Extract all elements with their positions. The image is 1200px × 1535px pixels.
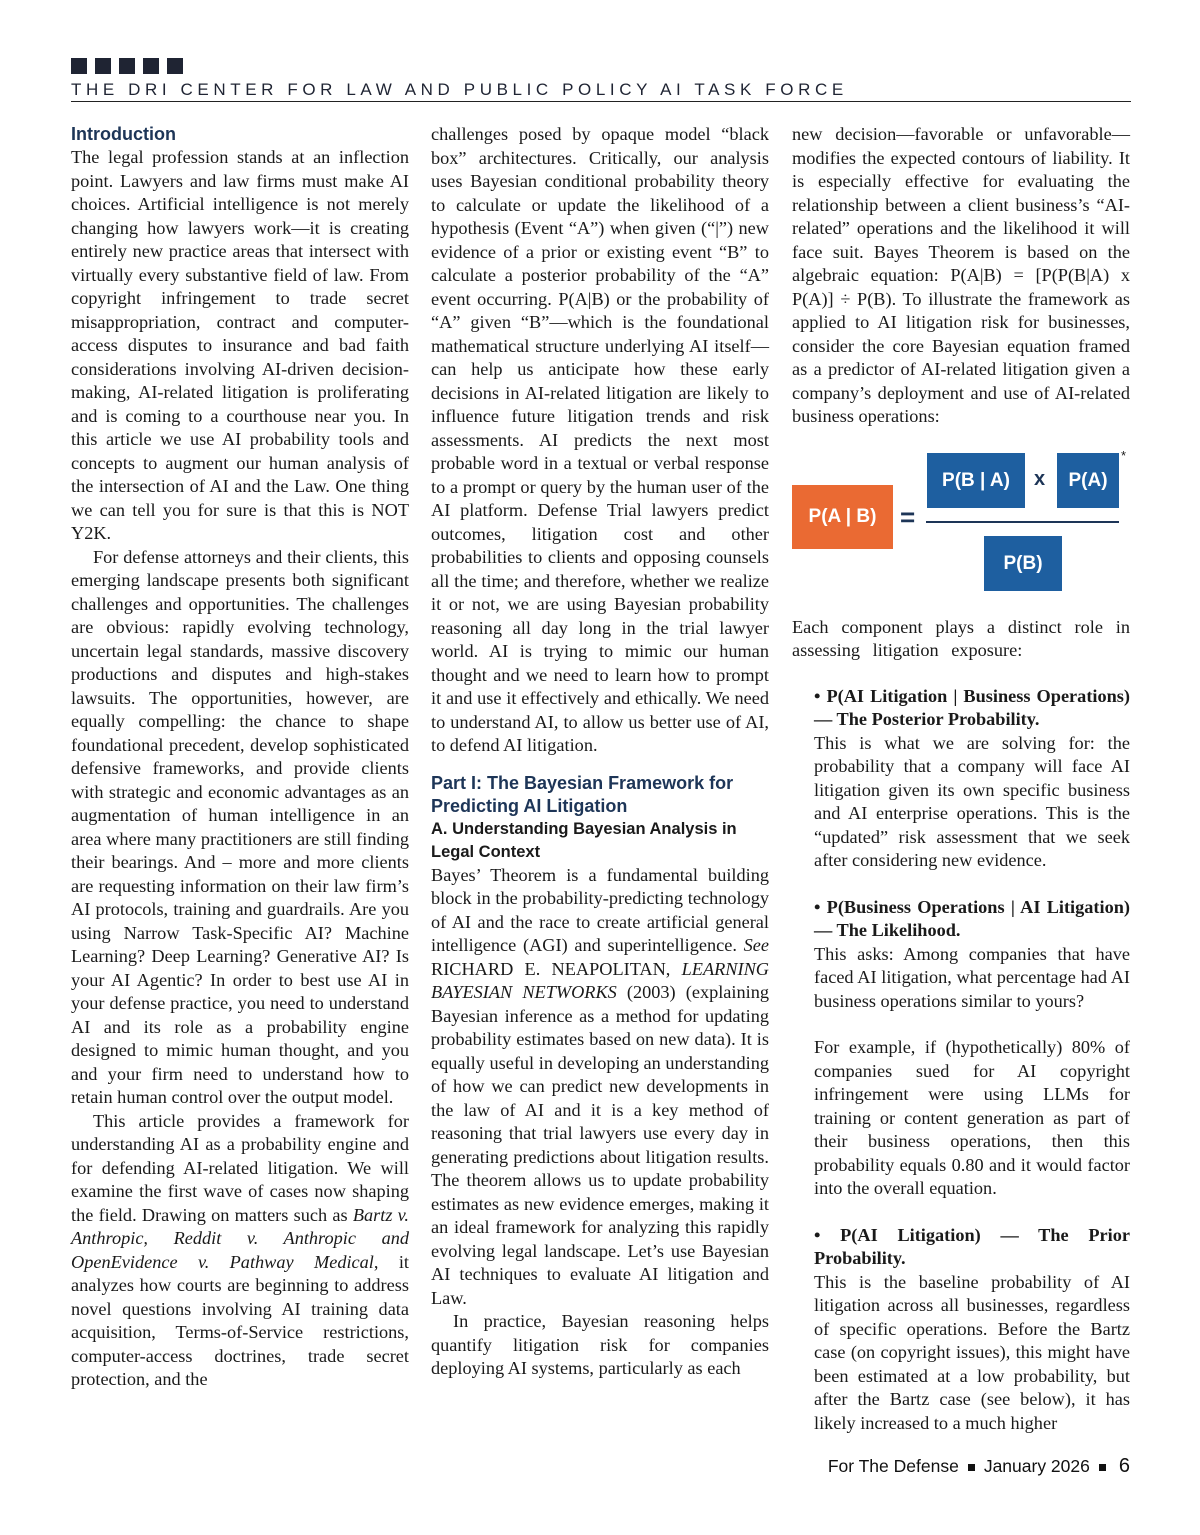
sub-heading: A. Understanding Bayesian Analysis in Legal Context xyxy=(431,819,737,861)
bullet-title: • P(AI Litigation) — The Prior Probability. xyxy=(814,1224,1130,1268)
square-icon xyxy=(71,58,87,74)
prior-box: P(A) xyxy=(1057,453,1119,508)
page-footer xyxy=(828,1455,1130,1478)
paragraph: In practice, Bayesian reasoning helps quantify litigation risk for companies deploying AI systems, particularly as each xyxy=(431,1311,769,1378)
text: This article provides a framework for understanding AI as a probability engine and for defending AI-related litigation. We will examine the first wave of cases now shaping the field. Drawing on matters such as xyxy=(71,1110,409,1225)
publication-name: For The Defense xyxy=(827,1456,959,1476)
bullet-text: This is what we are solving for: the probability that a company will face AI litigation given its own specific business and AI enterprise operations. This is the “updated” risk assessment that we seek after considering new evidence. xyxy=(814,732,1130,870)
header-rule xyxy=(71,101,1131,102)
square-icon xyxy=(95,58,111,74)
paragraph: new decision—favorable or unfavorable—modifies the expected contours of liability. It is especially effective for evaluating the relationship between a client business’s “AI-related” operations and the likelihood it will face suit. Bayes Theorem is based on the algebraic equation: P(A|B) = [P(P(B|A) x P(A)] ÷ P(B). To illustrate the framework as applied to AI litigation risk for businesses, consider the core Bayesian equation framed as a predictor of AI-related litigation given a company’s deployment and use of AI-related business operations: xyxy=(792,124,1130,426)
times-sign: x xyxy=(1034,468,1046,490)
case-names: Bartz v. Anthropic, Reddit v. Anthropic and OpenEvidence v. Pathway Medical xyxy=(71,1204,409,1272)
bullet-text: This asks: Among companies that have faced AI litigation, what percentage had AI business operations similar to yours? xyxy=(814,943,1130,1011)
paragraph xyxy=(71,1110,409,1392)
text: , it analyzes how courts are beginning to address novel questions involving AI training data acquisition, Terms-of-Service restrictions, computer-access doctrines, trade secret protection, and the xyxy=(71,1251,409,1389)
header-squares xyxy=(71,58,191,74)
see-signal: See xyxy=(743,935,769,955)
column-3 xyxy=(792,123,1130,1435)
bayes-formula xyxy=(792,448,1132,597)
evidence-box: P(B) xyxy=(984,536,1062,591)
square-icon xyxy=(167,58,183,74)
page-number: 6 xyxy=(1118,1455,1130,1477)
paragraph xyxy=(431,864,769,1311)
part-heading: Part I: The Bayesian Framework for Predicting AI Litigation xyxy=(431,772,734,816)
bullet-posterior xyxy=(814,685,1130,1436)
paragraph: Each component plays a distinct role in assessing litigation exposure: xyxy=(792,616,1130,660)
section-heading: Introduction xyxy=(71,124,176,144)
text: Bayes’ Theorem is a fundamental building block in the probability-predicting technology of AI and the race to create artificial general intelligence (AGI) and superintelligence. xyxy=(431,864,769,955)
book-title: LEARNING BAYESIAN NETWORKS xyxy=(431,958,769,1002)
fraction-line xyxy=(926,521,1119,523)
masthead: THE DRI CENTER FOR LAW AND PUBLIC POLICY AI TASK FORCE xyxy=(71,80,848,99)
text: (2003) (explaining Bayesian inference as a method for updating probability estimates based on new data). It is equally useful in developing an understanding of how we can predict new developments in the law of AI and it is a key method of reasoning that trial lawyers use every day in generating predictions about litigation results. The theorem allows us to update probability estimates as new evidence emerges, making it an ideal framework for analyzing this rapidly evolving legal landscape. Let’s use Bayesian AI techniques to evaluate AI litigation and Law. xyxy=(431,982,769,1308)
square-icon xyxy=(143,58,159,74)
issue-date: January 2026 xyxy=(983,1456,1090,1476)
column-2 xyxy=(431,123,769,1381)
equals-sign: = xyxy=(900,502,916,532)
bullet-text: This is the baseline probability of AI litigation across all businesses, regardless of specific operations. Before the Bartz case (on copyright issues), this might have been estimated at a low probability, but after the Bartz case (see below), it has likely increased to a much higher xyxy=(814,1271,1130,1433)
paragraph: For defense attorneys and their clients, this emerging landscape presents both significant challenges and opportunities. The challenges are obvious: rapidly evolving technology, uncertain legal standards, massive discovery productions and disputes and high-stakes lawsuits. The opportunities, however, are equally compelling: the chance to shape foundational precedent, develop sophisticated defensive frameworks, and provide clients with strategic and economic advantages as an augmentation of human intelligence in an area where many practitioners are still finding their bearings. And – more and more clients are requesting information on their law firm’s AI protocols, training and guardrails. Are you using Narrow Task-Specific AI? Machine Learning? Deep Learning? Generative AI? Is your AI Agentic? In order to best use AI in your defense practice, you need to understand AI and its role as a probability engine designed to mimic human thought, and you and your firm need to understand how to retain human control over the output model. xyxy=(71,546,409,1107)
paragraph: The legal profession stands at an inflection point. Lawyers and law firms must make AI choices. Artificial intelligence is not merely changing how lawyers work—it is creating entirely new practice areas that intersect with virtually every substantive field of law. From copyright infringement to trade secret misappropriation, contract and computer-access disputes to insurance and bad faith considerations involving AI-driven decision-making, AI-related litigation is proliferating and is coming to a courthouse near you. In this article we use AI probability tools and concepts to augment our human analysis of the intersection of AI and the Law. One thing we can tell you for sure is that this is NOT Y2K. xyxy=(71,147,409,543)
bullet-icon xyxy=(1099,1464,1106,1471)
posterior-box: P(A | B) xyxy=(792,485,893,549)
paragraph: challenges posed by opaque model “black box” architectures. Critically, our analysis uses Bayesian conditional probability theory to calculate or update the likelihood of a hypothesis (Event “A”) when given (“|”) new evidence of a prior or existing event “B” to calculate a posterior probability of the “A” event occurring. P(A|B) or the probability of “A” given “B”—which is the foundational mathematical structure underlying AI itself—can help us anticipate how these early decisions in AI-related litigation are likely to influence future litigation trends and risk assessments. AI predicts the next most probable word in a textual or verbal response to a prompt or query by the human user of the AI platform. Defense Trial lawyers predict outcomes, litigation cost and other probabilities to clients and opposing counsels all the time; and therefore, whether we realize it or not, we are using Bayesian probability reasoning all day long in the trial lawyer world. AI is trying to mimic our human thought and we need to learn how to prompt it and use it effectively and ethically. We need to understand AI, to allow us better use of AI, to defend AI litigation. xyxy=(431,124,769,755)
bullet-title: • P(Business Operations | AI Litigation) — The Likelihood. xyxy=(814,896,1130,940)
bullet-text: For example, if (hypothetically) 80% of companies sued for AI copyright infringement were using LLMs for training or content generation as part of their business operations, then this probability equals 0.80 and it would factor into the overall equation. xyxy=(814,1037,1130,1198)
bullet-title: • P(AI Litigation | Business Operations) — The Posterior Probability. xyxy=(814,685,1130,729)
bullet-icon xyxy=(968,1464,975,1471)
text: RICHARD E. NEAPOLITAN, xyxy=(431,958,682,979)
likelihood-box: P(B | A) xyxy=(927,453,1025,508)
square-icon xyxy=(119,58,135,74)
column-1 xyxy=(71,123,409,1392)
asterisk: * xyxy=(1121,448,1127,463)
